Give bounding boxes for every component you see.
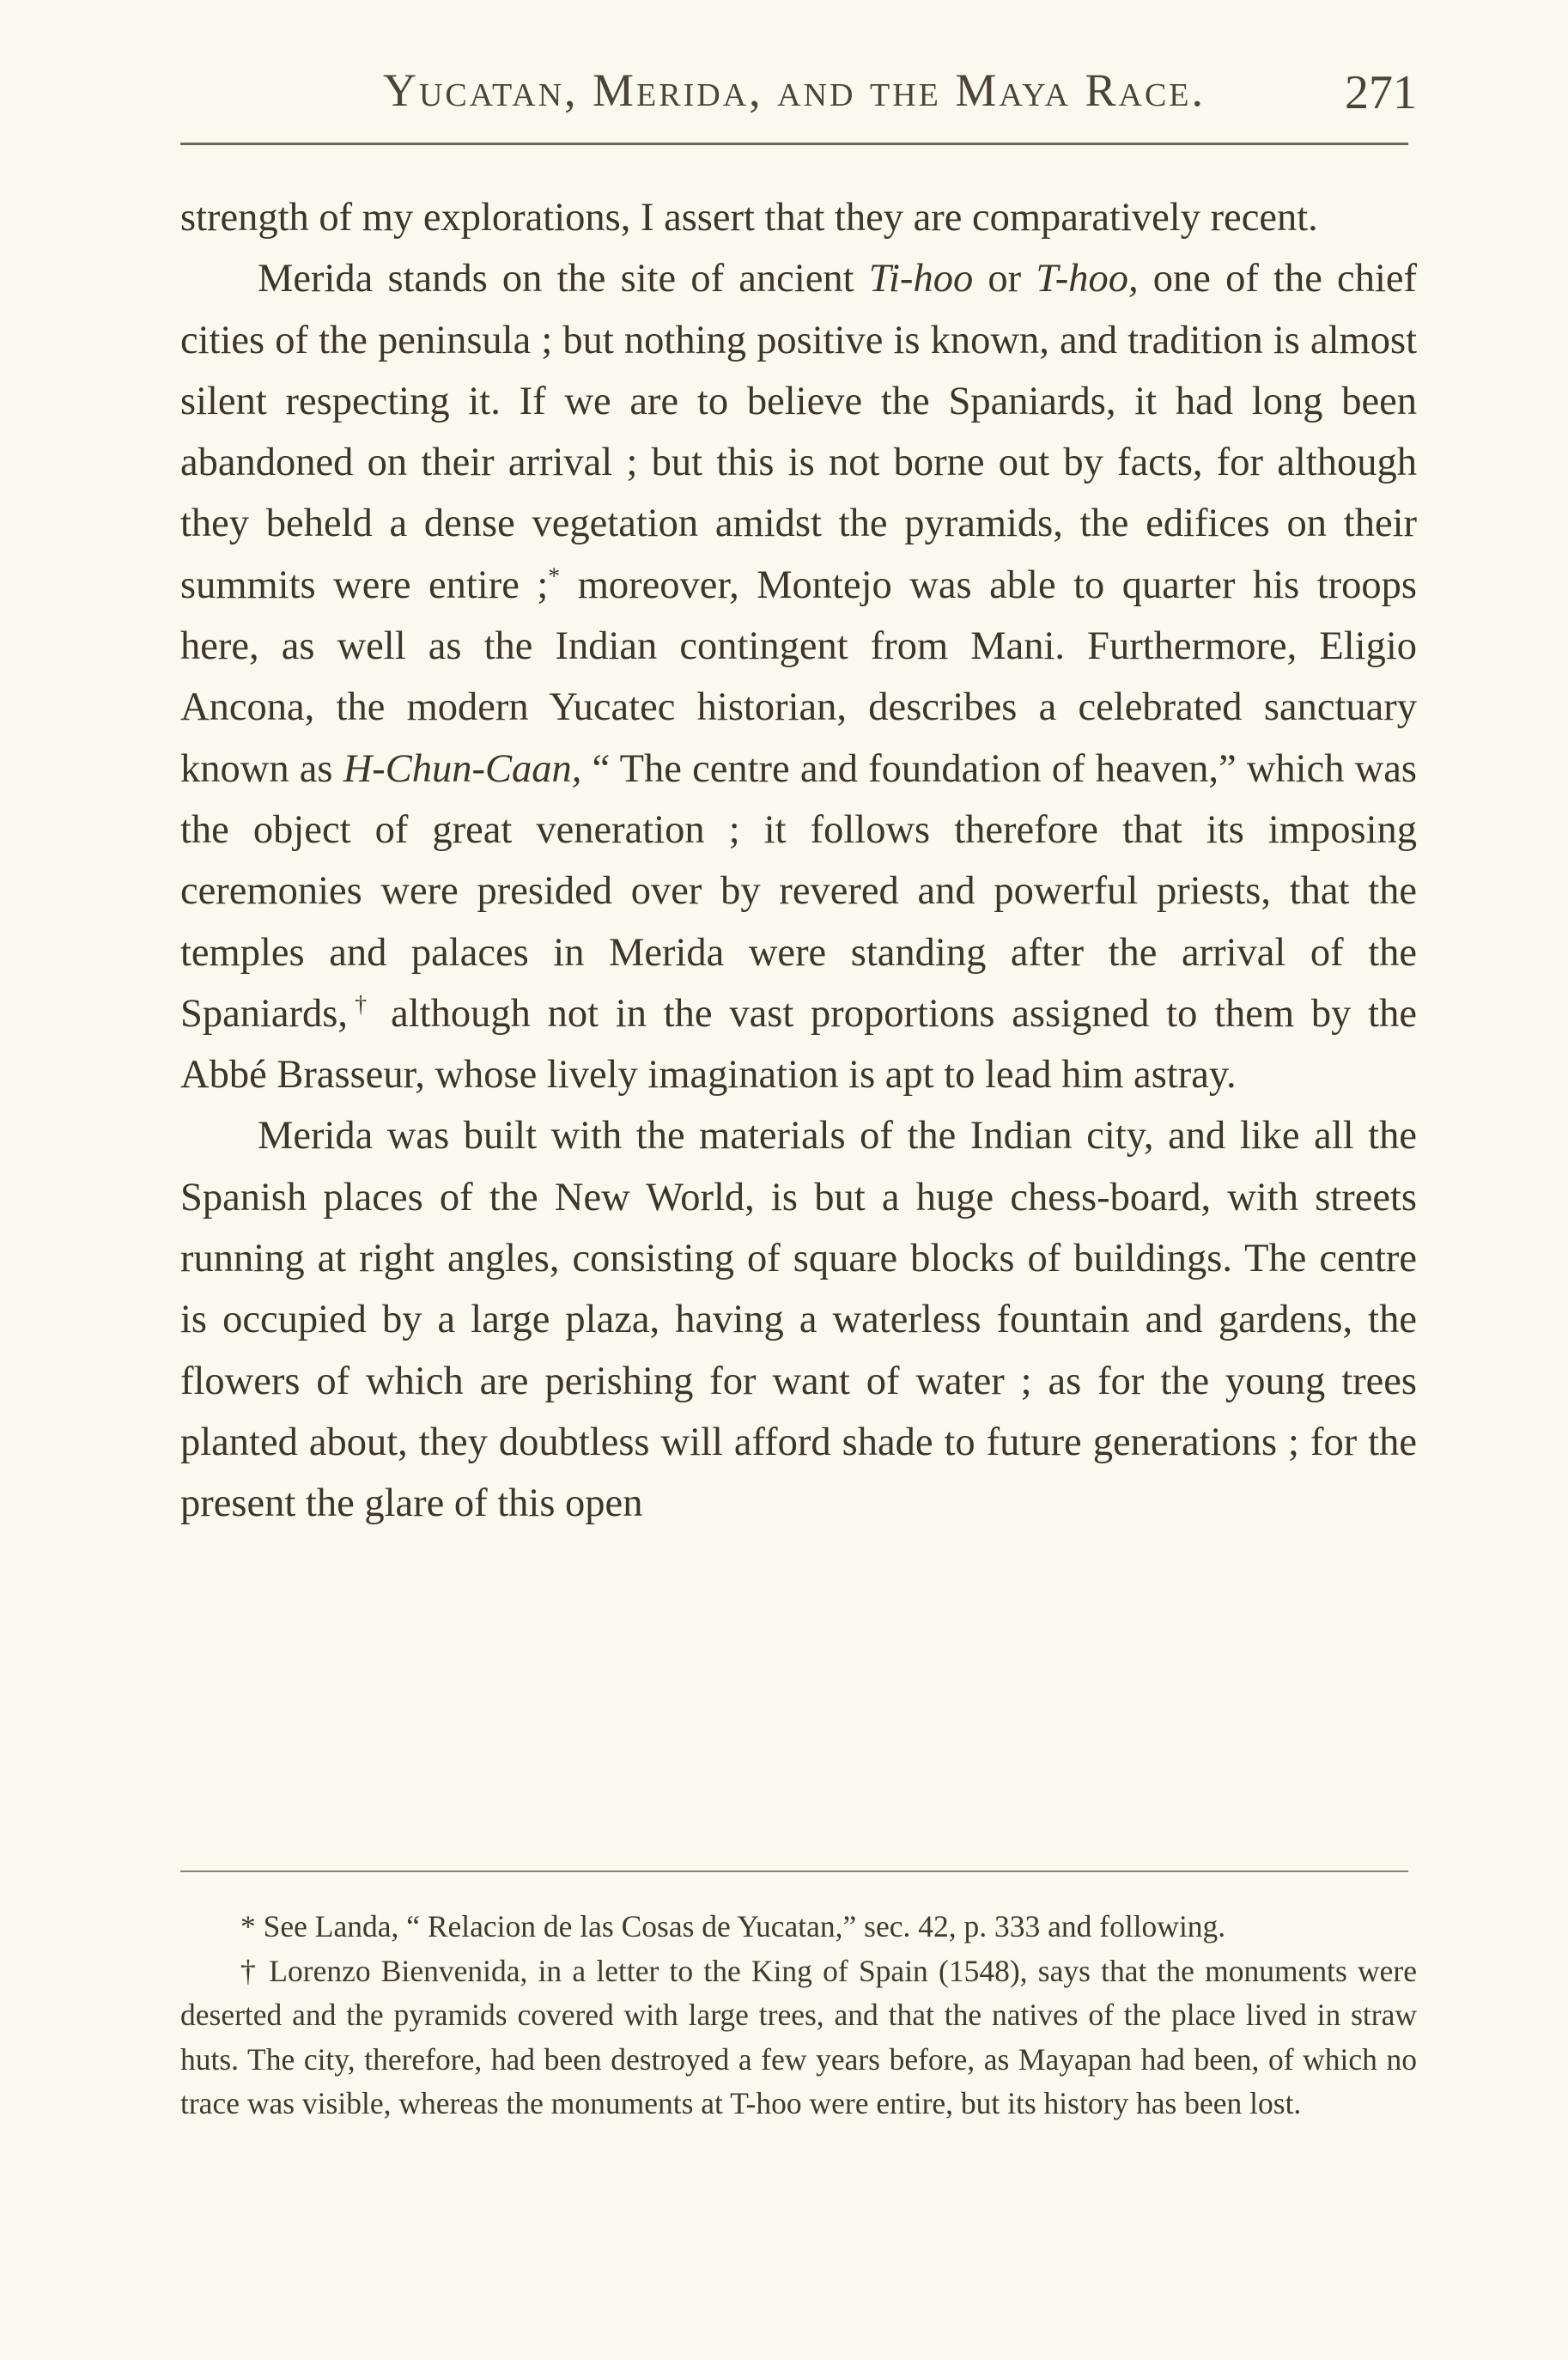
place-name-t-hoo: T-hoo, <box>1036 257 1139 301</box>
footnote-marker-dagger: † <box>348 991 374 1019</box>
paragraph-3-text: Merida was built with the materials of the Indian city, and like all the Spanish places of the New World, is but a huge chess-board, with streets running at right angles, consisting of square blocks of buildings. The centre is occupied by a large plaza, having a waterless fountain and gardens, the flowers of which are perishing for want of water ; as for the young trees planted about, they doubtless will afford shade to future generations ; for the present the glare of this open <box>180 1114 1417 1526</box>
running-head <box>180 53 1417 139</box>
footnote-1: * See Landa, “ Relacion de las Cosas de Yucatan,” sec. 42, p. 333 and following. <box>240 1909 1226 1943</box>
body-text <box>180 187 1417 1535</box>
paragraph-2-text-c: one of the chief cities of the peninsula ; but nothing positive is known, and tradition is almost silent respecting it. If we are to believe the Spaniards, it had long been abandoned on their arrival ; but this is not borne out by facts, for although they beheld a dense vegetation amidst the pyramids, the edifices on their summits were entire ; <box>180 257 1417 607</box>
paragraph-2-text-d: moreover, Montejo was able to quarter his troops here, as well as the Indian contingent from Mani. Furthermore, Eligio Ancona, the modern Yucatec historian, describes a celebrated sanctuary known as <box>180 563 1418 791</box>
paragraph-1-text: strength of my explorations, I assert that they are comparatively recent. <box>180 196 1318 240</box>
footnote-2: † Lorenzo Bienvenida, in a letter to the King of Spain (1548), says that the monuments were deserted and the pyramids covered with large trees, and that the natives of the place lived in straw huts. The city, therefore, had been destroyed a few years before, as Mayapan had been, of which no trace was visible, whereas the monuments at T-hoo were entire, but its history has been lost. <box>180 1953 1417 2120</box>
paragraph-2-text-e: “ The centre and foundation of heaven,” which was the object of great veneration ; it follows therefore that its imposing ceremonies were presided over by revered and powerful priests, that the temples and palaces in Merida were standing after the arrival of the Spaniards, <box>180 746 1417 1036</box>
paragraph-2-text-a: Merida stands on the site of ancient <box>258 257 869 301</box>
sanctuary-name: H-Chun-Caan, <box>343 746 582 791</box>
paragraph-3 <box>180 1105 1417 1534</box>
paragraph-1 <box>180 187 1417 248</box>
paragraph-2-text-b: or <box>973 257 1036 301</box>
paragraph-2 <box>180 248 1417 1105</box>
paragraph-2-text-f: although not in the vast proportions assigned to them by the Abbé Brasseur, whose lively imagination is apt to lead him astray. <box>180 991 1417 1098</box>
running-title: Yucatan, Merida, and the Maya Race. <box>382 64 1206 116</box>
place-name-ti-hoo: Ti-hoo <box>868 257 974 301</box>
page-number: 271 <box>1345 66 1417 119</box>
footnote-rule <box>180 1870 1408 1872</box>
footnotes <box>180 1905 1417 2126</box>
header-rule <box>180 143 1408 145</box>
footnote-marker-asterisk: * <box>548 563 561 590</box>
